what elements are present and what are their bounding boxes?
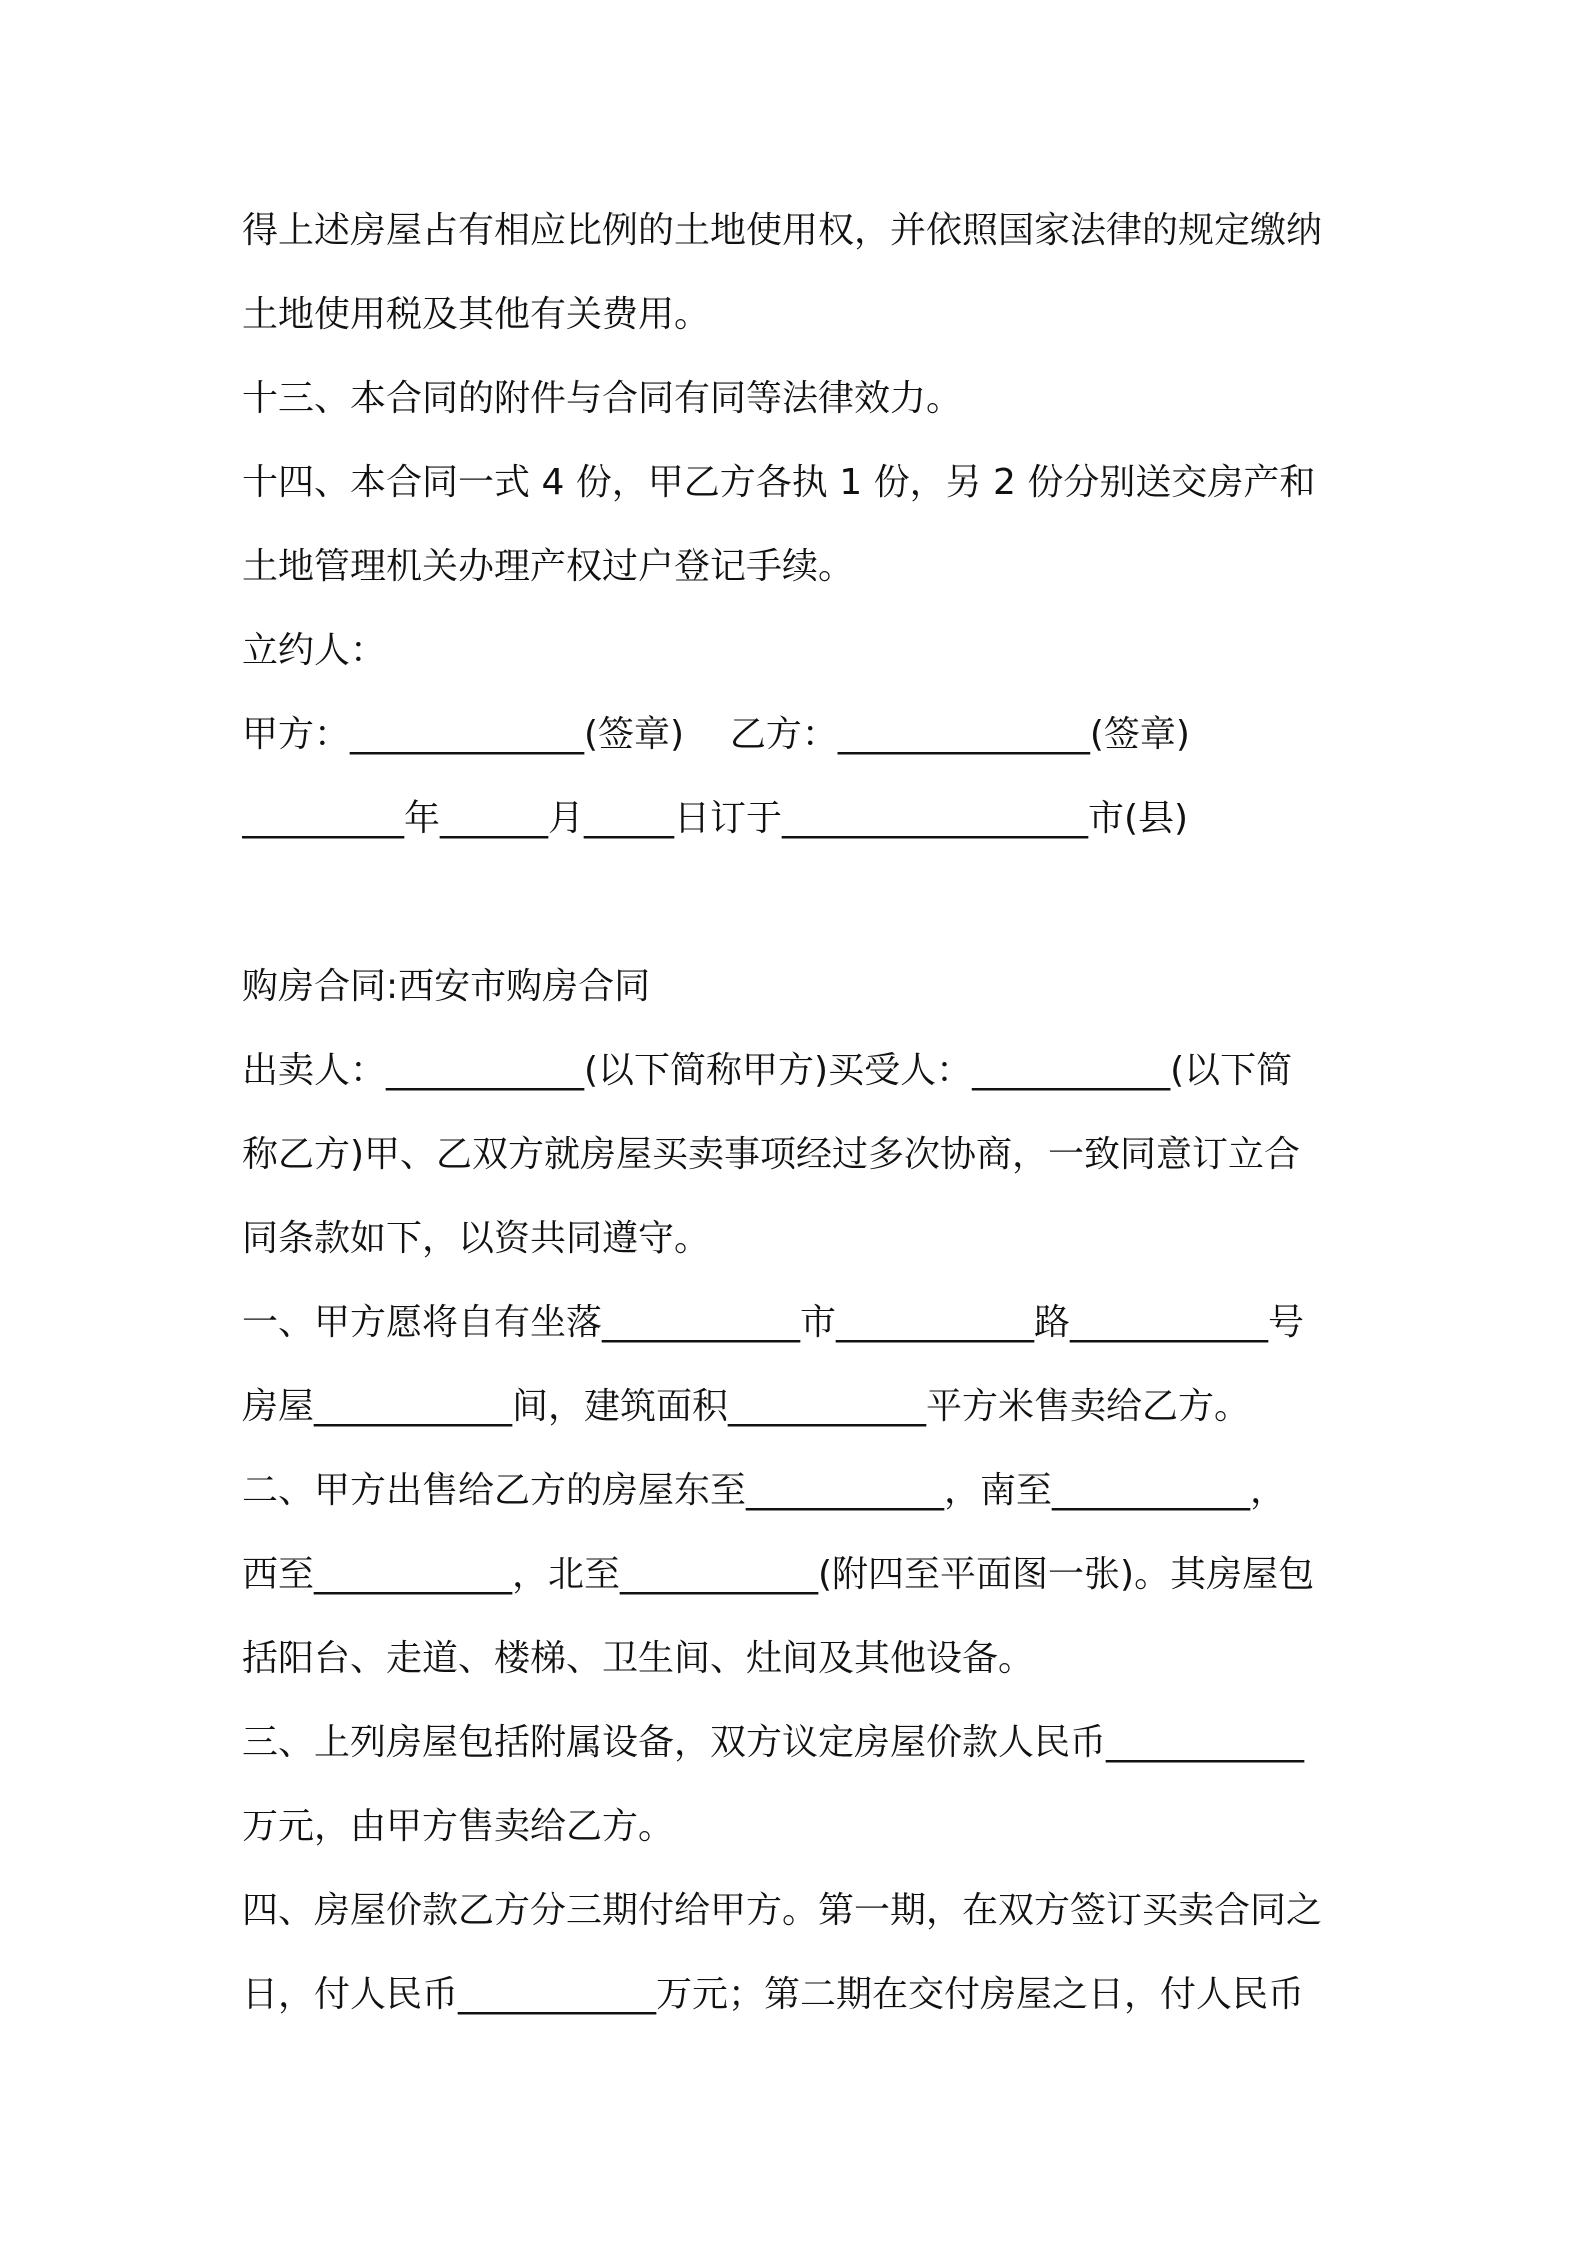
text-line: 称乙方)甲、乙双方就房屋买卖事项经过多次协商，一致同意订立合 xyxy=(242,1134,1301,1175)
text-line: 得上述房屋占有相应比例的土地使用权，并依照国家法律的规定缴纳 xyxy=(242,210,1323,251)
date-place-line: _________年______月_____日订于_________________市(县) xyxy=(242,798,1189,839)
text-line: 房屋___________间，建筑面积___________平方米售卖给乙方。 xyxy=(242,1386,1251,1427)
text-line: 出卖人：___________(以下简称甲方)买受人：___________(以下简 xyxy=(242,1050,1293,1091)
text-line: 立约人： xyxy=(242,630,387,671)
text-line: 西至___________，北至___________(附四至平面图一张)。其房屋包 xyxy=(242,1554,1315,1595)
text-line: 括阳台、走道、楼梯、卫生间、灶间及其他设备。 xyxy=(242,1638,1035,1679)
text-line: 十三、本合同的附件与合同有同等法律效力。 xyxy=(242,378,963,419)
text-line: 土地管理机关办理产权过户登记手续。 xyxy=(242,546,855,587)
text-line: 四、房屋价款乙方分三期付给甲方。第一期，在双方签订买卖合同之 xyxy=(242,1890,1323,1931)
text-line: 二、甲方出售给乙方的房屋东至___________，南至___________， xyxy=(242,1470,1287,1511)
text-line: 同条款如下，以资共同遵守。 xyxy=(242,1218,711,1259)
text-line: 三、上列房屋包括附属设备，双方议定房屋价款人民币___________ xyxy=(242,1722,1305,1763)
text-line: 土地使用税及其他有关费用。 xyxy=(242,294,711,335)
text-line: 日，付人民币___________万元；第二期在交付房屋之日，付人民币 xyxy=(242,1974,1305,2015)
text-line: 十四、本合同一式 4 份，甲乙方各执 1 份，另 2 份分别送交房产和 xyxy=(242,462,1316,503)
signature-line: 甲方：_____________(签章) 乙方：______________(签章) xyxy=(242,714,1190,755)
text-line: 一、甲方愿将自有坐落___________市___________路___________号 xyxy=(242,1302,1305,1343)
section-title: 购房合同:西安市购房合同 xyxy=(242,966,651,1007)
text-line: 万元，由甲方售卖给乙方。 xyxy=(242,1806,675,1847)
